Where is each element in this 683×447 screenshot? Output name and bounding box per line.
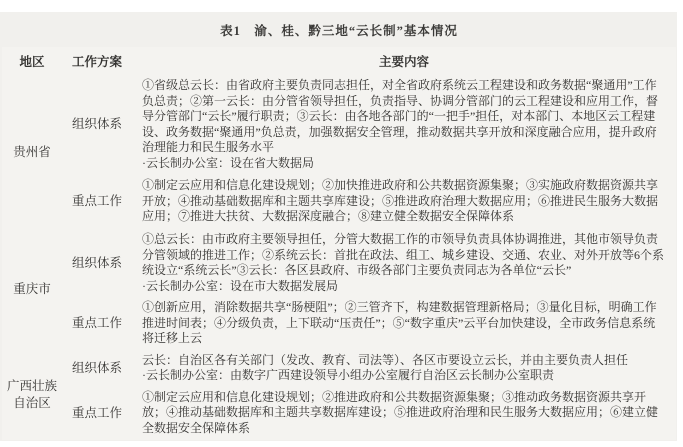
content-text: 云长：自治区各有关部门（发改、教育、司法等）、各区市要设立云长，并由主要负责人担任: [142, 352, 629, 367]
table-title: 表1 渝、桂、黔三地“云长制”基本情况: [220, 24, 458, 38]
table-row-chongqing-org: [2, 229, 676, 297]
content-cell: [132, 229, 676, 297]
content-cell: [132, 387, 676, 440]
plan-cell: 重点工作: [71, 315, 122, 330]
content-note: ·云长制办公室：设在省大数据局: [142, 155, 314, 170]
content-text: ①创新应用，消除数据共享“肠梗阻”；②三管齐下，构建数据管理新格局；③量化目标，明确工作推进时间表；④分级负责，上下联动“压责任”；⑤“数字重庆”云平台加快建设，全市政务信息系统将迁移上云: [142, 300, 657, 345]
cloud-chief-system-table: [2, 47, 676, 440]
table-row-guangxi-org: [2, 350, 676, 387]
table-row-guizhou-key: [2, 174, 676, 229]
content-cell: [132, 350, 676, 387]
content-text: ①总云长：由市政府主要领导担任，分管大数据工作的市领导负责具体协调推进，其他市领导负责分管领域的推进工作；②系统云长：首批在政法、组工、城乡建设、交通、农业、对外开放等6个系统设立“系统云长”③云长：各区县政府、市级各部门主要负责同志为各单位“云长”: [142, 232, 665, 277]
header-row: [2, 47, 676, 75]
content-text: ①制定云应用和信息化建设规划；②推进政府和公共数据资源集聚；③推动政务数据资源共享开放；④推动基础数据库和主题共享数据库建设；⑤推进政府治理和民生服务大数据应用；⑥建立健全数据安全保障体系: [142, 389, 659, 435]
content-cell: [132, 75, 676, 174]
region-cell-guangxi: 广西壮族自治区: [6, 378, 57, 410]
plan-cell: 组织体系: [71, 117, 122, 131]
content-text: ①省级总云长：由省政府主要负责同志担任，对全省政府系统云工程建设和政务数据“聚通用”工作负总责；②第一云长：由分管省领导担任，负责指导、协调分管部门的云工程建设和应用工作，督导分管部门“云长”履行职责；③云长：由各地各部门的“一把手”担任，对本部门、本地区云工程建设、政务数据“聚通用”负总责，加强数据安全管理，推动数据共享开放和深度融合应用，提升政府治理能力和民生服务水平: [142, 78, 659, 154]
header-work-plan: 工作方案: [71, 55, 122, 69]
table-row-guangxi-key: [2, 387, 676, 440]
plan-cell: 重点工作: [71, 405, 122, 420]
region-cell-guizhou: 贵州省: [13, 144, 51, 159]
content-cell: [132, 174, 676, 229]
content-note: ·云长制办公室：由数字广西建设领导小组办公室履行自治区云长制办公室职责: [142, 368, 554, 382]
content-text: ①制定云应用和信息化建设规划；②加快推进政府和公共数据资源集聚；③实施政府数据资源共享开放；④推动基础数据库和主题共享库建设；⑤推进政府治理大数据应用；⑥推进民生服务大数据应用；⑦推进大扶贫、大数据深度融合；⑧建立健全数据安全保障体系: [142, 178, 659, 224]
content-cell: [132, 297, 676, 350]
plan-cell: 组织体系: [71, 360, 122, 375]
header-region: 地区: [19, 55, 45, 69]
header-main-content: 主要内容: [378, 55, 429, 69]
region-cell-chongqing: 重庆市: [13, 281, 51, 296]
plan-cell: 重点工作: [71, 194, 122, 208]
plan-cell: 组织体系: [71, 255, 122, 270]
table-row-chongqing-key: [2, 297, 676, 350]
table-row-guizhou-org: [2, 75, 676, 174]
content-note: ·云长制办公室：设在市大数据发展局: [142, 278, 338, 293]
